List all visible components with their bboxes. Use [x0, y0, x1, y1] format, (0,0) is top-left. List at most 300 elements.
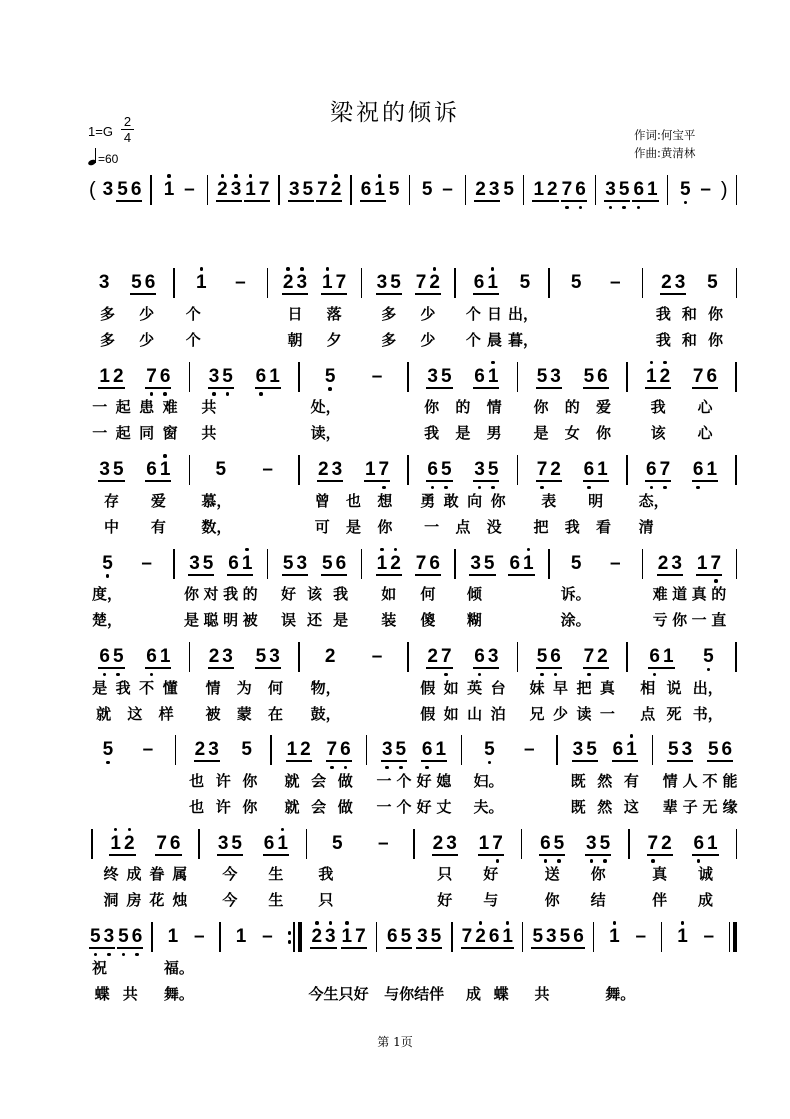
note: 5 — [390, 272, 401, 294]
note: 6 — [360, 179, 372, 200]
lyric-verse-1 — [307, 394, 401, 420]
note: 1 — [99, 365, 110, 387]
lyric-syllable: 夫。 — [473, 797, 504, 816]
lyric-verse-2 — [416, 420, 510, 446]
duration-dash: – — [184, 179, 195, 200]
lyric-syllable: 就 — [284, 771, 300, 790]
note: 3 — [331, 459, 343, 481]
beamed-notes — [146, 360, 170, 394]
bar-line — [198, 829, 200, 859]
measure — [226, 920, 283, 1006]
lyric-syllable: 夕 — [326, 330, 342, 349]
beamed-notes — [387, 920, 411, 954]
lyric-verse-2 — [463, 326, 541, 352]
beamed-notes — [377, 266, 401, 300]
note: 3 — [572, 739, 584, 761]
beamed-notes — [474, 266, 498, 300]
measure — [523, 360, 621, 446]
notes-row — [307, 640, 401, 674]
lyric-syllable: 这 — [127, 704, 143, 723]
note: 5 — [90, 920, 101, 954]
beamed-notes — [287, 733, 311, 767]
measure — [658, 733, 742, 819]
lyric-verse-2 — [384, 980, 444, 1006]
note: 1 — [377, 547, 388, 581]
beamed-notes — [322, 547, 346, 581]
bar-line — [350, 175, 352, 205]
lyric-syllable: 只 — [437, 865, 453, 884]
lyric-syllable: 你 — [533, 398, 549, 417]
lyric-verse-1 — [197, 394, 291, 420]
bar-line — [523, 175, 525, 205]
beamed-notes — [377, 547, 401, 581]
note: 7 — [660, 453, 671, 487]
note: 5 — [102, 547, 113, 581]
lyric-syllable: 台 — [490, 678, 506, 697]
note: 1 — [533, 179, 545, 200]
bar-line — [595, 175, 597, 205]
lyric-syllable: 慕， — [201, 491, 232, 510]
note: 2 — [661, 272, 672, 294]
note-group — [704, 920, 715, 954]
measure — [86, 360, 184, 446]
lyric-syllable: 属 — [172, 865, 188, 884]
beamed-notes — [146, 640, 170, 674]
bar-line — [407, 362, 409, 392]
lyric-syllable: 难 — [652, 585, 668, 604]
notes-row — [279, 733, 359, 767]
beamed-notes — [537, 453, 561, 487]
lyric-syllable: 难 — [162, 398, 178, 417]
lyric-verse-2 — [207, 887, 299, 913]
lyric-syllable: 窗 — [162, 424, 178, 443]
lyric-syllable: 我 — [115, 678, 131, 697]
lyric-syllable: 你 — [544, 891, 560, 910]
note: 1 — [626, 733, 637, 767]
lyric-verse-2 — [88, 980, 144, 1006]
lyric-syllable: 伴 — [429, 984, 445, 1003]
page-number: 第 1页 — [377, 1035, 413, 1049]
lyric-syllable: 何 — [267, 678, 283, 697]
lyric-syllable: 的 — [455, 398, 471, 417]
note: 1 — [277, 827, 288, 861]
note: 5 — [440, 365, 452, 387]
lyric-syllable: 被 — [242, 611, 258, 630]
note: 6 — [584, 453, 595, 487]
notes-row — [525, 360, 619, 394]
note: 7 — [710, 547, 721, 581]
duration-dash: – — [142, 739, 154, 761]
lyric-syllable: 个 — [465, 330, 481, 349]
lyric-syllable: 做 — [337, 797, 353, 816]
lyric-syllable: 懂 — [162, 678, 178, 697]
lyric-syllable: 不 — [139, 678, 155, 697]
bar-line — [267, 549, 269, 579]
lyric-verse-1 — [88, 487, 182, 513]
note: 1 — [322, 266, 333, 300]
beamed-notes — [584, 640, 608, 674]
note: 1 — [707, 832, 718, 854]
lyric-verse-1 — [557, 581, 635, 607]
beamed-notes — [317, 173, 341, 207]
beamed-notes — [318, 453, 342, 487]
bar-line — [548, 268, 550, 298]
note: 5 — [503, 179, 514, 200]
lyric-syllable: 起 — [115, 424, 131, 443]
bar-line — [642, 549, 644, 579]
lyric-syllable: 的 — [711, 585, 727, 604]
lyric-verse-2 — [565, 793, 645, 819]
note-group — [609, 920, 620, 954]
lyric-syllable: 辈 — [662, 797, 678, 816]
lyric-syllable: 死 — [666, 704, 682, 723]
lyric-syllable: 假 — [420, 678, 436, 697]
note: 5 — [202, 552, 214, 574]
lyric-syllable: 情 — [662, 771, 678, 790]
note: 3 — [325, 920, 336, 954]
notes-row — [275, 266, 353, 300]
lyric-syllable: 好 — [280, 585, 296, 604]
lyric-syllable: 个 — [396, 797, 412, 816]
lyric-syllable: 真 — [652, 865, 668, 884]
lyric-syllable: 该 — [307, 585, 323, 604]
lyric-syllable: 如 — [443, 704, 459, 723]
note: 7 — [327, 733, 338, 767]
measure — [195, 360, 293, 446]
lyric-syllable: 中 — [103, 517, 119, 536]
note: 5 — [532, 926, 544, 948]
lyric-syllable: 共 — [201, 424, 217, 443]
lyric-verse-2 — [197, 513, 291, 539]
notes-row — [525, 453, 619, 487]
lyric-verse-1 — [275, 300, 353, 326]
note: 7 — [317, 179, 328, 200]
note: 5 — [396, 733, 407, 767]
lyric-syllable: 爱 — [595, 398, 611, 417]
lyric-syllable: 何 — [420, 585, 436, 604]
note: 6 — [387, 926, 398, 948]
note: 6 — [473, 272, 485, 294]
lyric-syllable: 男 — [486, 424, 502, 443]
measure — [180, 266, 262, 352]
bar-line — [150, 175, 152, 205]
lyric-verse-2 — [314, 887, 406, 913]
lyric-syllable: 兄 — [529, 704, 545, 723]
lyric-verse-1 — [525, 674, 619, 700]
note: 1 — [646, 360, 657, 394]
note: 6 — [146, 640, 157, 674]
note: 2 — [597, 646, 608, 667]
lyric-syllable: 假 — [420, 704, 436, 723]
note: 3 — [102, 179, 114, 200]
lyric-syllable: 少 — [139, 330, 155, 349]
lyric-syllable: 既 — [570, 771, 586, 790]
note: 6 — [160, 360, 171, 394]
notes-row — [88, 360, 182, 394]
beamed-notes — [693, 827, 717, 861]
bar-line — [642, 268, 644, 298]
lyric-syllable: 曾 — [314, 491, 330, 510]
note-group — [103, 173, 114, 207]
staff-line — [86, 640, 742, 726]
note-group — [236, 920, 247, 954]
note: 1 — [286, 739, 298, 761]
lyric-syllable: 和 — [681, 304, 697, 323]
bar-line — [517, 455, 519, 485]
duration-dash: – — [262, 459, 273, 481]
measure — [305, 640, 403, 726]
lyric-syllable: 只 — [318, 891, 334, 910]
duration-dash: – — [700, 179, 711, 200]
notes-row — [416, 640, 510, 674]
note-group — [442, 173, 453, 207]
lyric-syllable: 洞 — [103, 891, 119, 910]
beamed-notes — [475, 173, 499, 207]
note: 6 — [335, 552, 347, 574]
note: 5 — [483, 552, 495, 574]
lyric-verse-1 — [637, 861, 729, 887]
lyric-verse-1 — [635, 394, 729, 420]
bar-line — [652, 735, 654, 765]
beamed-notes — [209, 640, 233, 674]
note-group — [103, 733, 114, 767]
note: 1 — [478, 832, 490, 854]
lyric-syllable: 真 — [691, 585, 707, 604]
lyric-syllable: 是 — [183, 611, 199, 630]
lyric-verse-1 — [182, 300, 260, 326]
note: 5 — [118, 920, 129, 954]
note: 6 — [573, 926, 584, 948]
lyric-syllable: 你 — [242, 771, 258, 790]
lyric-syllable: 我 — [564, 517, 580, 536]
lyric-syllable: 共 — [201, 398, 217, 417]
note-group — [635, 920, 646, 954]
note: 1 — [435, 739, 447, 761]
note-group — [102, 547, 113, 581]
note: 1 — [167, 926, 179, 948]
note: 3 — [681, 739, 693, 761]
staff-line — [86, 827, 742, 913]
lyric-verse-2 — [369, 607, 447, 633]
note: 5 — [388, 179, 400, 200]
measure — [205, 827, 301, 913]
notes-row — [635, 360, 729, 394]
lyric-verse-2 — [197, 420, 291, 446]
measure — [414, 453, 512, 539]
lyric-verse-2 — [369, 326, 447, 352]
lyric-syllable: 好 — [416, 797, 432, 816]
note: 5 — [484, 733, 495, 767]
key-signature: 1=G — [88, 124, 113, 139]
note: 2 — [112, 365, 124, 387]
lyric-verse-1 — [88, 767, 168, 793]
notes-row — [637, 827, 729, 861]
lyric-syllable: 蒙 — [236, 704, 252, 723]
measure — [86, 640, 184, 726]
notes-row — [88, 453, 182, 487]
beamed-notes — [416, 547, 440, 581]
beamed-notes — [649, 640, 673, 674]
note: 6 — [633, 173, 644, 207]
beamed-notes — [99, 453, 123, 487]
lyric-syllable: 糊 — [466, 611, 482, 630]
note: 6 — [429, 552, 440, 574]
lyric-verse-1 — [529, 861, 621, 887]
lyric-syllable: 出， — [692, 678, 723, 697]
note-group — [422, 173, 433, 207]
lyric-syllable: 与 — [483, 891, 499, 910]
measure — [471, 173, 518, 207]
note: 7 — [379, 453, 390, 487]
lyric-syllable: 舞。 — [163, 984, 194, 1003]
bar-line — [735, 455, 737, 485]
note: 6 — [597, 365, 608, 387]
note: 2 — [300, 739, 311, 761]
lyric-syllable: 一 — [599, 704, 615, 723]
lyric-syllable: 诉。 — [560, 585, 591, 604]
lyric-verse-2 — [183, 793, 263, 819]
lyric-syllable: 缘 — [722, 797, 738, 816]
note: 5 — [537, 640, 548, 674]
measure — [523, 453, 621, 539]
note-group — [372, 640, 383, 674]
note: 5 — [113, 640, 124, 674]
beamed-notes — [668, 733, 692, 767]
lyric-syllable: 你 — [672, 611, 688, 630]
bar-line — [366, 735, 368, 765]
lyric-verse-2 — [307, 700, 401, 726]
lyric-syllable: 的 — [242, 585, 258, 604]
note: 7 — [461, 926, 473, 948]
note-group — [610, 266, 621, 300]
notes-row — [228, 920, 281, 954]
staff-line — [86, 173, 742, 207]
note: 5 — [570, 552, 582, 574]
lyric-syllable: 还 — [307, 611, 323, 630]
lyric-syllable: 敢 — [443, 491, 459, 510]
notes-row — [307, 360, 401, 394]
bar-line — [735, 362, 737, 392]
lyric-verse-1 — [463, 300, 541, 326]
lyric-syllable: 也 — [189, 797, 205, 816]
beamed-notes — [322, 266, 346, 300]
note: 5 — [400, 926, 412, 948]
note: 5 — [583, 365, 595, 387]
lyric-verse-2 — [307, 513, 401, 539]
lyric-verse-2 — [88, 793, 168, 819]
lyric-verse-1 — [416, 394, 510, 420]
note: 6 — [550, 640, 561, 674]
lyric-syllable: 泊 — [490, 704, 506, 723]
note: 5 — [421, 179, 433, 200]
measure — [195, 640, 293, 726]
beamed-notes — [217, 173, 241, 207]
beamed-notes — [289, 173, 313, 207]
bar-line — [517, 362, 519, 392]
lyric-verse-2 — [635, 513, 729, 539]
note: 5 — [519, 272, 531, 294]
note: 3 — [470, 552, 481, 574]
note: 2 — [475, 179, 486, 200]
lyric-syllable: 媳 — [436, 771, 452, 790]
lyric-syllable: 的 — [564, 398, 580, 417]
lyric-syllable: 多 — [100, 304, 116, 323]
note: 6 — [540, 827, 551, 861]
beamed-notes — [365, 453, 389, 487]
lyric-verse-1 — [460, 954, 515, 980]
lyric-verse-2 — [279, 793, 359, 819]
lyric-verse-2 — [88, 326, 166, 352]
note: 5 — [707, 739, 719, 761]
note: 5 — [536, 365, 548, 387]
note: 7 — [335, 272, 347, 294]
note: 2 — [432, 832, 444, 854]
measure — [181, 733, 265, 819]
note-group — [143, 733, 154, 767]
lyric-syllable: 你 — [707, 304, 723, 323]
duration-dash: – — [193, 926, 205, 948]
bar-line — [451, 922, 453, 952]
bar-line — [298, 642, 300, 672]
lyric-syllable: 眷 — [149, 865, 165, 884]
lyric-verse-1 — [197, 487, 291, 513]
duration-dash: – — [371, 365, 383, 387]
measure — [563, 733, 647, 819]
note: 6 — [693, 453, 704, 487]
note-group — [99, 266, 110, 300]
note-group — [520, 266, 531, 300]
measure — [86, 453, 184, 539]
bar-line — [267, 268, 269, 298]
lyric-syllable: 人 — [682, 771, 698, 790]
lyric-verse-1 — [88, 954, 144, 980]
lyric-syllable: 伴 — [652, 891, 668, 910]
note: 5 — [680, 173, 691, 207]
note: 5 — [241, 739, 252, 761]
lyric-syllable: 是 — [455, 424, 471, 443]
measure — [414, 360, 512, 446]
lyric-syllable: 你 — [377, 517, 393, 536]
lyric-syllable: 涂。 — [560, 611, 591, 630]
beamed-notes — [327, 733, 351, 767]
note: 7 — [415, 272, 427, 294]
bar-line — [409, 175, 411, 205]
lyric-syllable: 子 — [682, 797, 698, 816]
lyric-syllable: 为 — [236, 678, 252, 697]
notes-row — [309, 920, 369, 954]
beamed-notes — [474, 453, 498, 487]
bar-line — [736, 829, 738, 859]
lyric-syllable: 我 — [424, 424, 440, 443]
note: 3 — [605, 173, 616, 207]
bar-line — [173, 268, 175, 298]
lyric-syllable: 把 — [576, 678, 592, 697]
note: 3 — [427, 365, 438, 387]
lyric-syllable: 我 — [318, 865, 334, 884]
note: 6 — [649, 640, 660, 674]
lyric-syllable: 也 — [189, 771, 205, 790]
lyric-verse-2 — [635, 420, 729, 446]
measure — [273, 547, 355, 633]
note-group — [680, 173, 691, 207]
note: 6 — [130, 179, 142, 200]
note: 6 — [474, 640, 485, 674]
note: 6 — [99, 640, 110, 674]
note: 2 — [390, 547, 401, 581]
beamed-notes — [540, 827, 564, 861]
lyric-verse-2 — [160, 980, 213, 1006]
beamed-notes — [470, 547, 494, 581]
